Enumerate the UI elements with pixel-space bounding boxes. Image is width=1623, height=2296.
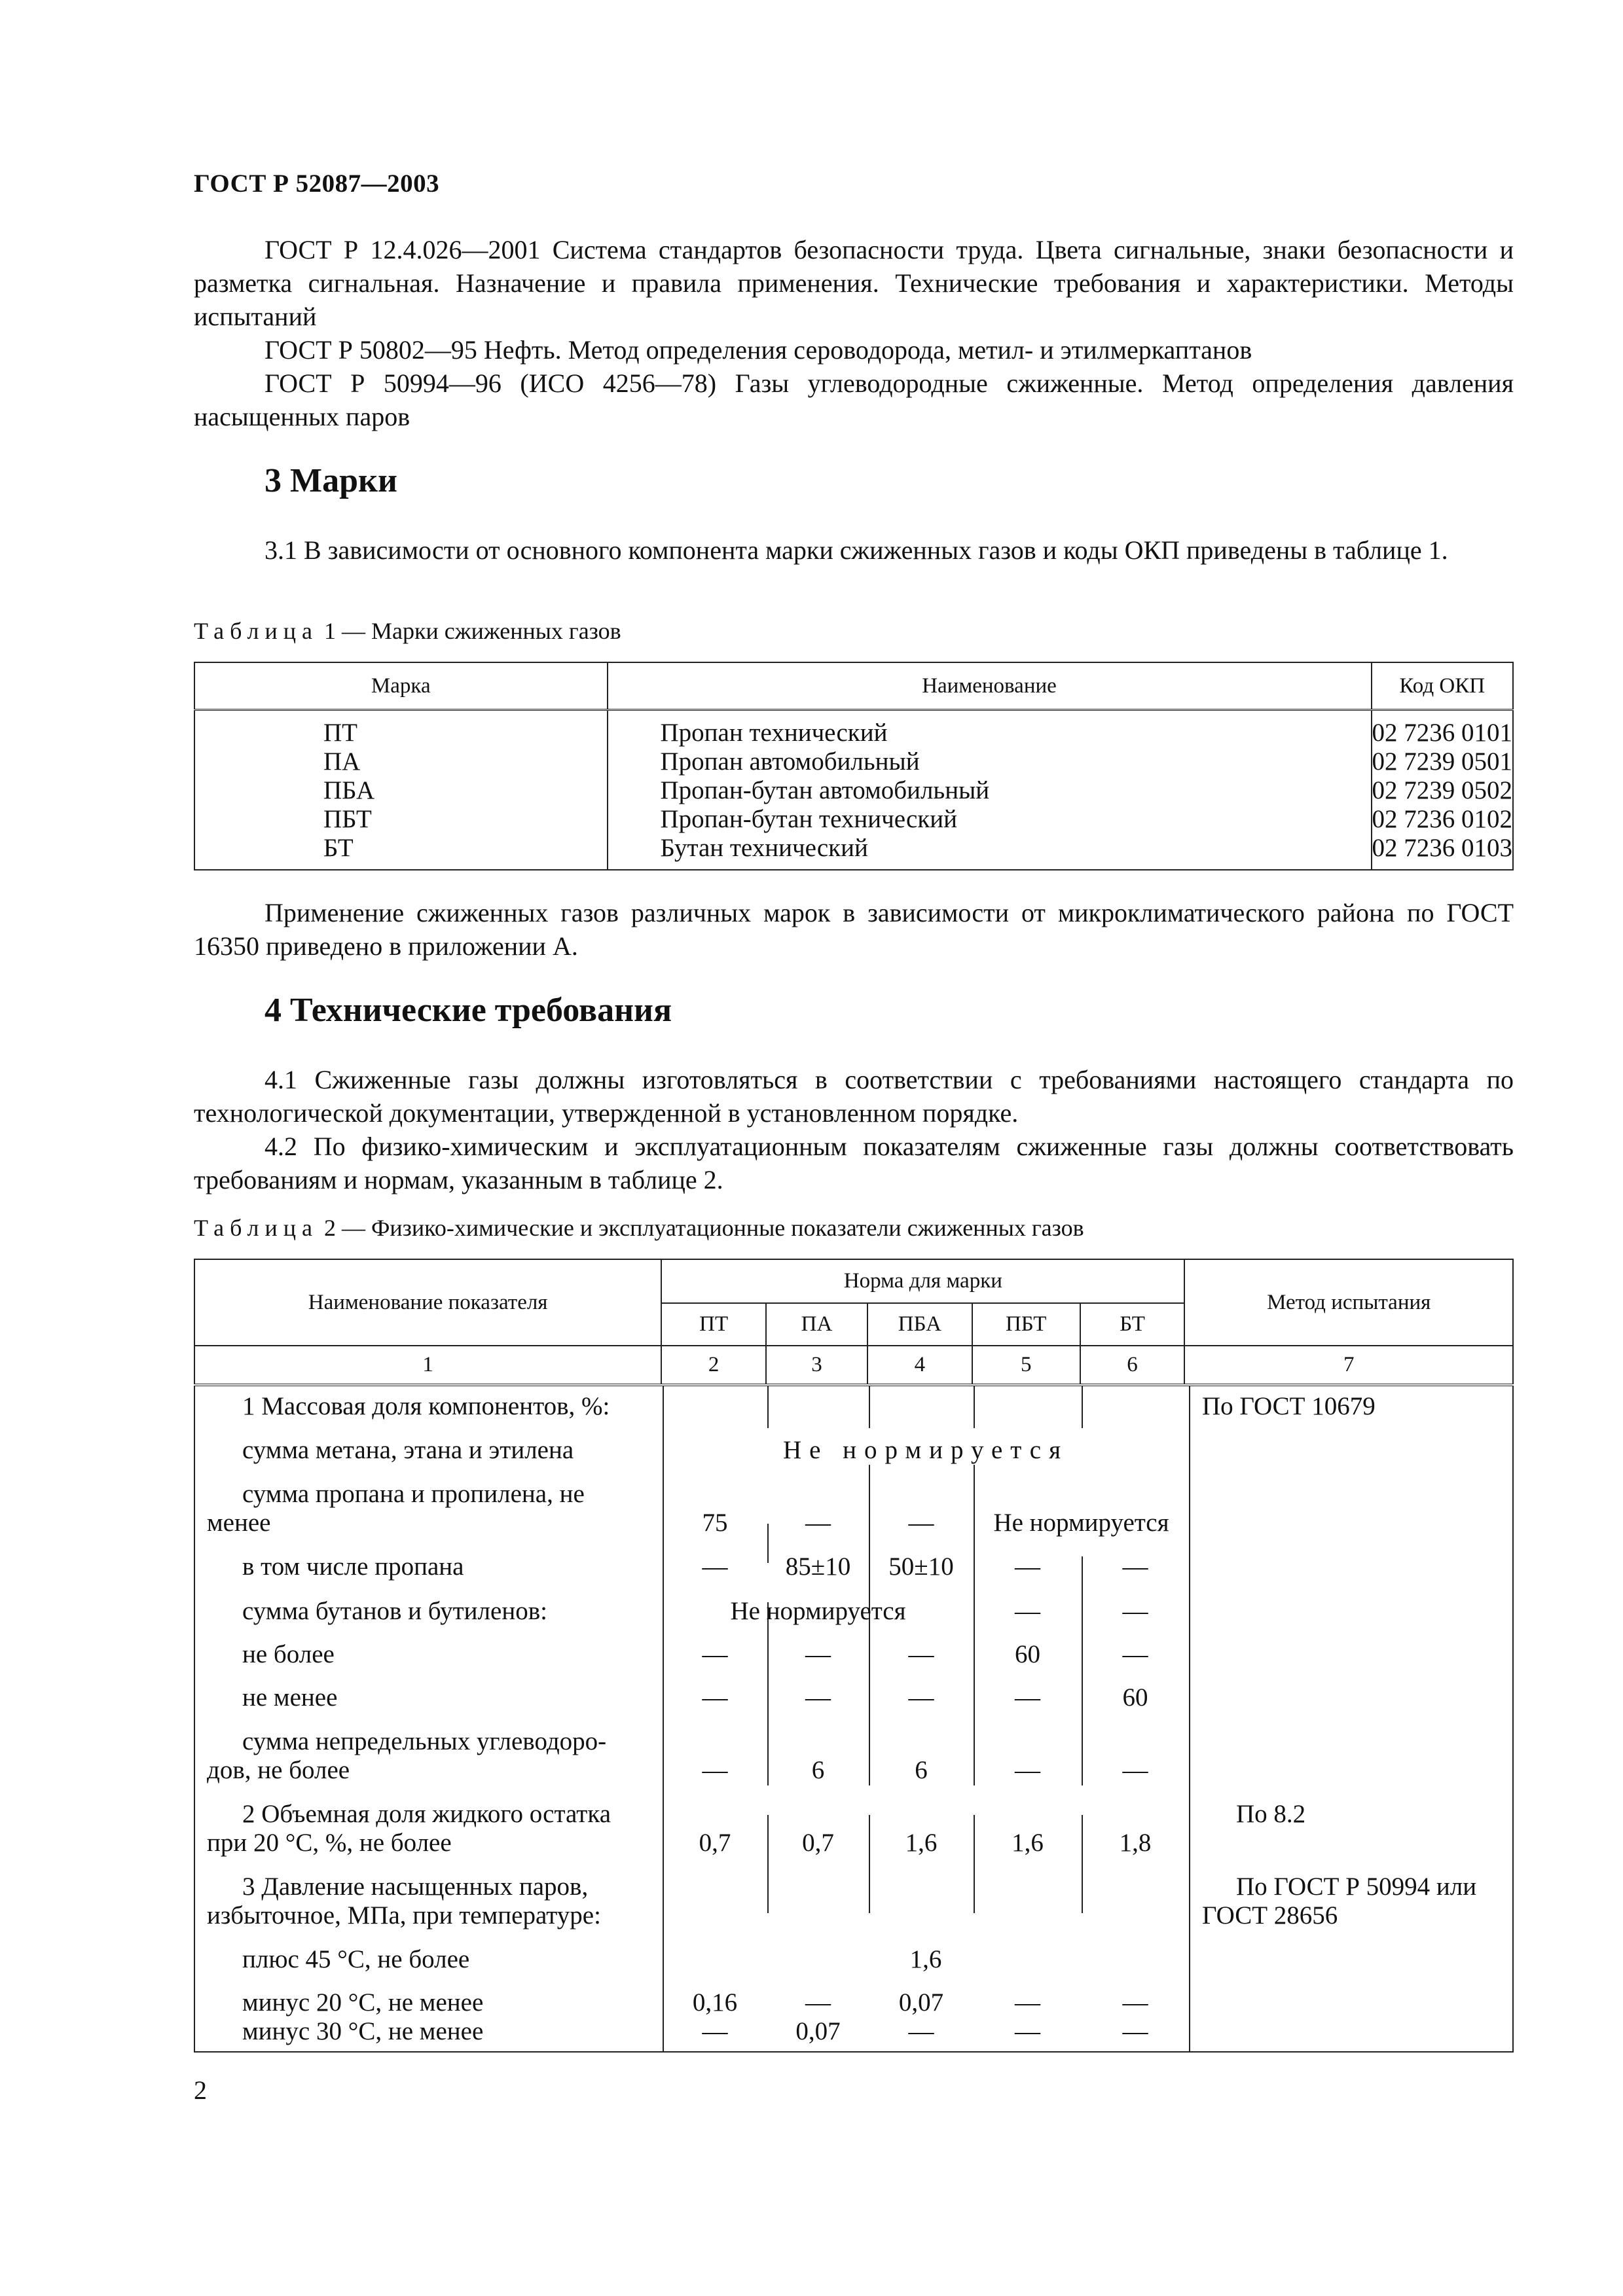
indicator-unsaturated-hydrocarbons-cont: дов, не более [207,1756,350,1784]
table-header-row [194,1259,1513,1303]
indicator-minus-30: минус 30 °С, не менее [242,2017,484,2045]
method-gost-50994: По ГОСТ Р 50994 или [1236,1873,1477,1901]
column-header-grade: ПБТ [972,1303,1080,1346]
column-header-okp-code: Код ОКП [1372,662,1514,710]
column-header-grade: ПТ [661,1303,766,1346]
indicator-propane-propylene-cont: менее [207,1509,271,1537]
reference-gost-12-4-026: ГОСТ Р 12.4.026—2001 Система стандартов безопасности труда. Цвета сигнальные, знаки безопасности и разметка сигнальная. Назначение и правила применения. Технические требования и характеристики. Методы испытаний [194,235,1514,331]
indicator-vapour-pressure: 3 Давление насыщенных паров, [242,1873,589,1901]
table-cell: — [702,2017,728,2045]
indicator-not-less: не менее [242,1683,338,1712]
column-number: 6 [1080,1346,1185,1385]
table-2-physicochemical-indicators [194,1259,1514,2053]
value-not-normalized: Не нормируется [782,1436,1069,1464]
paragraph-application: Применение сжиженных газов различных марок в зависимости от микроклиматического района по ГОСТ 16350 приведено в приложении А. [194,898,1514,961]
table-cell: Пропан-бутан технический [660,805,958,833]
document-header: ГОСТ Р 52087—2003 [194,170,440,198]
table-cell: — [805,1640,831,1668]
paragraph-4-2: 4.2 По физико-химическим и эксплуатационным показателям сжиженные газы должны соответствовать требованиям и нормам, указанным в таблице 2. [194,1132,1514,1194]
table-cell: 02 7239 0501 [1372,747,1512,776]
table-2-body [195,1386,1512,2051]
indicator-liquid-residue: 2 Объемная доля жидкого остатка [242,1800,611,1828]
method-gost-10679: По ГОСТ 10679 [1202,1392,1376,1420]
table-cell: 1,8 [1119,1829,1152,1857]
column-number-row [194,1346,1513,1385]
table-cell: — [805,1988,831,2017]
table-cell: 75 [702,1509,728,1537]
table-cell: 50±10 [888,1552,954,1581]
column-header-test-method: Метод испытания [1184,1259,1513,1346]
column-number: 4 [867,1346,972,1385]
table-cell: — [702,1756,728,1784]
table-cell: — [1015,1552,1040,1581]
table-cell: — [908,1640,934,1668]
table-cell: 6 [915,1756,928,1784]
indicator-unsaturated-hydrocarbons: сумма непредельных углеводоро- [242,1727,607,1755]
table-cell: 02 7236 0102 [1372,805,1512,833]
table-cell: — [702,1552,728,1581]
table-cell: 02 7239 0502 [1372,776,1512,804]
indicator-plus-45: плюс 45 °С, не более [242,1945,470,1973]
table-cell: — [702,1683,728,1712]
column-header-grade: Марка [194,662,608,710]
column-number: 2 [661,1346,766,1385]
column-number: 3 [766,1346,867,1385]
column-number: 7 [1184,1346,1513,1385]
table-cell: ПБА [323,776,375,804]
table-cell: ПТ [323,719,357,747]
name-column-cells [608,710,1372,870]
table-cell: 02 7236 0101 [1372,719,1512,747]
table-cell: — [1122,1988,1148,2017]
indicator-propane-share: в том числе пропана [242,1552,464,1581]
column-number: 5 [972,1346,1080,1385]
value-not-normalized: Не нормируется [993,1509,1169,1537]
table-cell: 6 [811,1756,825,1784]
paragraph-3-1: 3.1 В зависимости от основного компонента марки сжиженных газов и коды ОКП приведены в таблице 1. [264,535,1448,565]
table-cell: — [908,2017,934,2045]
reference-gost-50994: ГОСТ Р 50994—96 (ИСО 4256—78) Газы углеводородные сжиженные. Метод определения давления насыщенных паров [194,368,1514,431]
table-cell: — [1122,1597,1148,1625]
table-cell: — [1015,1683,1040,1712]
table-cell: 85±10 [785,1552,851,1581]
table-cell: 02 7236 0103 [1372,834,1512,862]
table-cell: 1,6 [909,1945,942,1973]
table-cell: — [1122,1756,1148,1784]
grade-column-cells [194,710,608,870]
method-clause-8-2: По 8.2 [1236,1800,1306,1828]
column-number: 1 [194,1346,661,1385]
table-cell: 1,6 [1012,1829,1044,1857]
table-cell: — [908,1683,934,1712]
section-3-title: 3 Марки [264,462,397,499]
table-1-gas-grades [194,662,1514,870]
table-cell: — [1015,2017,1040,2045]
table-cell: — [702,1640,728,1668]
table-cell: Пропан технический [660,719,888,747]
table-2-caption: Таблица 2 — Физико-химические и эксплуатационные показатели сжиженных газов [194,1215,1084,1241]
table-cell: — [1122,2017,1148,2045]
table-cell: — [1015,1597,1040,1625]
okp-code-column-cells [1372,710,1514,870]
indicator-not-more: не более [242,1640,335,1668]
column-header-indicator: Наименование показателя [194,1259,661,1346]
table-1-caption: Таблица 1 — Марки сжиженных газов [194,618,621,644]
table-cell: ПА [323,747,361,776]
indicator-vapour-pressure-cont: избыточное, МПа, при температуре: [207,1901,601,1929]
table-cell: — [1122,1640,1148,1668]
table-body-row [194,710,1513,870]
table-cell: 60 [1015,1640,1040,1668]
table-cell: 0,7 [802,1829,834,1857]
table-cell: — [805,1683,831,1712]
table-cell: Пропан автомобильный [660,747,920,776]
table-cell: 0,07 [795,2017,841,2045]
indicator-propane-propylene: сумма пропана и пропилена, не [242,1480,585,1508]
indicator-butanes-butylenes: сумма бутанов и бутиленов: [242,1597,547,1625]
value-not-normalized: Не нормируется [730,1597,906,1625]
table-cell: — [1015,1756,1040,1784]
table-cell: Пропан-бутан автомобильный [660,776,990,804]
table-cell: — [1122,1552,1148,1581]
reference-gost-50802: ГОСТ Р 50802—95 Нефть. Метод определения сероводорода, метил- и этилмеркаптанов [264,335,1252,365]
table-cell: Бутан технический [660,834,868,862]
indicator-minus-20: минус 20 °С, не менее [242,1988,484,2017]
table-cell: 0,07 [898,1988,944,2017]
table-cell: — [908,1509,934,1537]
table-cell: ПБТ [323,805,372,833]
indicator-mass-fraction: 1 Массовая доля компонентов, %: [242,1392,610,1420]
table-cell: — [805,1509,831,1537]
method-gost-28656: ГОСТ 28656 [1202,1901,1338,1929]
paragraph-4-1: 4.1 Сжиженные газы должны изготовляться в соответствии с требованиями настоящего стандарта по технологической документации, утвержденной в установленном порядке. [194,1065,1514,1128]
column-header-grade: БТ [1080,1303,1185,1346]
indicator-methane-ethane-ethylene: сумма метана, этана и этилена [242,1436,574,1464]
column-header-grade: ПА [766,1303,867,1346]
column-header-name: Наименование [608,662,1372,710]
table-cell: 60 [1122,1683,1148,1712]
section-4-title: 4 Технические требования [264,992,672,1029]
table-cell: 0,7 [699,1829,731,1857]
column-header-norm: Норма для марки [661,1259,1184,1303]
table-header-row [194,662,1513,710]
table-cell: 1,6 [905,1829,938,1857]
indicator-liquid-residue-cont: при 20 °С, %, не более [207,1829,452,1857]
table-cell: — [1015,1988,1040,2017]
column-header-grade: ПБА [867,1303,972,1346]
page-number: 2 [194,2075,207,2105]
table-cell: БТ [323,834,354,862]
table-cell: 0,16 [692,1988,738,2017]
